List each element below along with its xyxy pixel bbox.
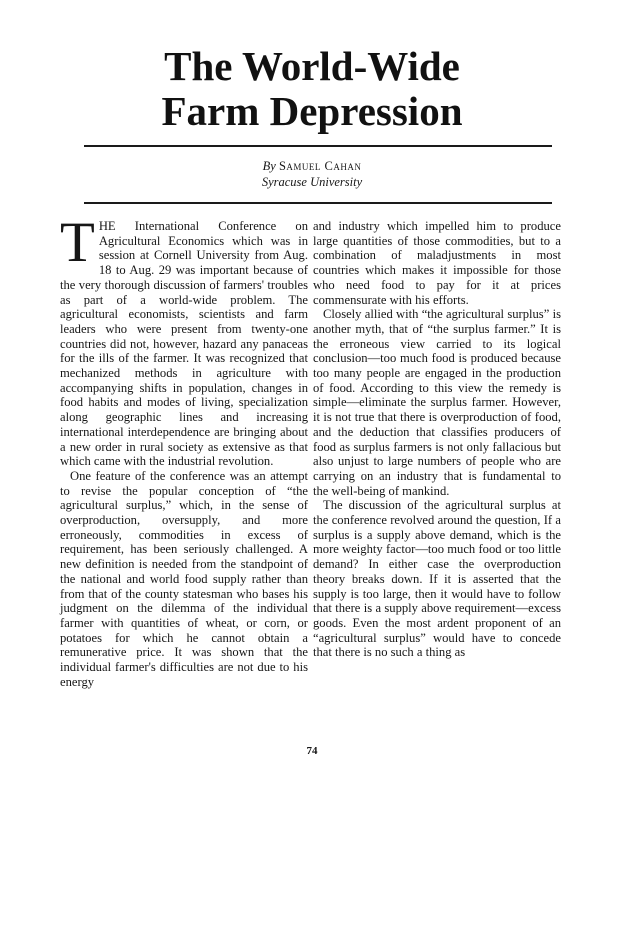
author-name: Samuel Cahan	[278, 159, 362, 173]
bottom-rule	[84, 202, 552, 204]
title-line-1: The World-Wide	[164, 43, 460, 89]
top-rule	[84, 145, 552, 147]
paragraph-3: Closely allied with “the agricultural surplus” is another myth, that of “the surplus farmer.” It is the erroneous view carried to its logical conclusion—too much food is produced because too many people are engaged in the production of food. According to this view the remedy is simple—eliminate the surplus farmer. However, it is not true that there is overproduction of food, and the deduction that classifies producers of food as surplus farmers is not only fallacious but also unjust to large numbers of people who are carrying on an industry that is fundamental to the well-being of mankind.	[313, 307, 561, 498]
column-left	[60, 211, 308, 690]
column-right	[313, 219, 561, 660]
page-number: 74	[306, 745, 318, 757]
byline-by: By	[262, 159, 276, 173]
paragraph-1-text: HE International Conference on Agricultural Economics which was in session at Cornell University from Aug. 18 to Aug. 29 was important because of the very thorough discussion of farmers' troubles as part of a world-wide problem. The agricultural economists, scientists and farm leaders who were present from twenty-one countries did not, however, hazard any panaceas for the ills of the farmer. It was recognized that mechanized methods in agriculture with accompanying shifts in population, changes in food habits and modes of living, specialization along geographic lines and increasing international interdependence are bringing about a new order in rural society as extensive as that which came with the industrial revolution.	[60, 219, 308, 469]
title-line-2: Farm Depression	[161, 88, 463, 134]
paragraph-1	[60, 211, 308, 469]
paragraph-2-continued: and industry which impelled him to produce large quantities of those commodities, but to a combination of maladjustments in most countries which makes it impossible for those who need food to pay for it at prices commensurate with his efforts.	[313, 219, 561, 307]
article-title	[0, 44, 624, 134]
author-affiliation: Syracuse University	[261, 175, 363, 189]
drop-cap: T	[60, 211, 95, 274]
paragraph-4: The discussion of the agricultural surplus at the conference revolved around the question, If a surplus is a supply above demand, which is the more weighty factor—too much food or too little demand? In either case the overproduction theory breaks down. If it is asserted that the supply is too large, then it would have to follow that there is a supply above requirement—excess goods. Even the most ardent proponent of an “agricultural surplus” would have to concede that there is no such a thing as	[313, 498, 561, 660]
byline	[0, 158, 624, 190]
paragraph-2: One feature of the conference was an attempt to revise the popular conception of “the agricultural surplus,” which, in the sense of overproduction, oversupply, and more erroneously, commodities in excess of requirement, has been seriously challenged. A new definition is needed from the standpoint of the national and world food supply rather than from that of the county statesman who bases his judgment on the dilemma of the individual farmer with quantities of wheat, or corn, or potatoes for which he cannot obtain a remunerative price. It was shown that the individual farmer's difficulties are not due to his energy	[60, 468, 308, 689]
